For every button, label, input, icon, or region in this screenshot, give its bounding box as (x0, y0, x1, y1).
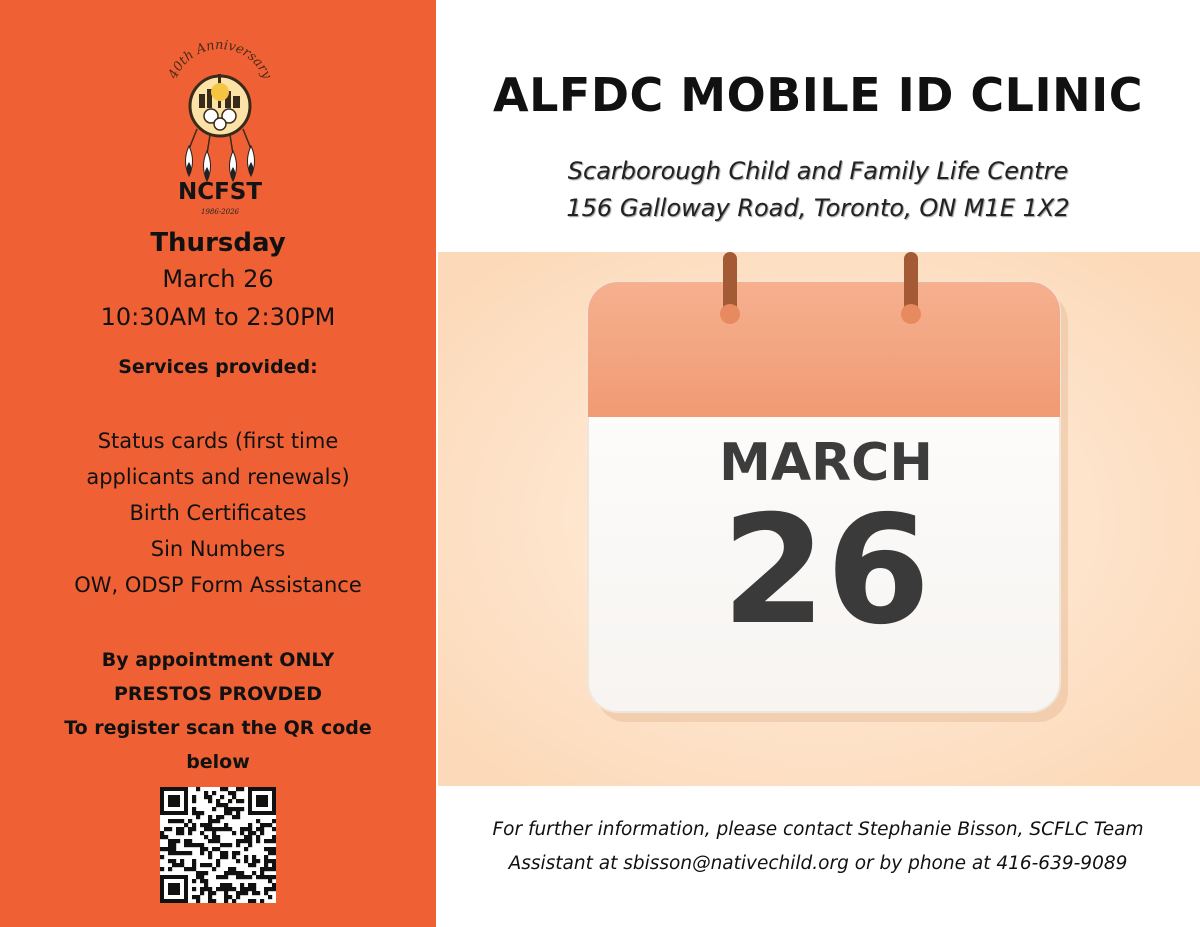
page-title: ALFDC MOBILE ID CLINIC (493, 68, 1143, 122)
service-item: OW, ODSP Form Assistance (74, 573, 362, 597)
calendar-illustration (438, 252, 1200, 786)
service-item: Status cards (first time (97, 429, 339, 453)
services-title: Services provided: (118, 356, 318, 378)
calendar-day: 26 (721, 484, 931, 658)
services-list (0, 423, 436, 603)
note-line: below (186, 751, 250, 773)
calendar-month: MARCH (719, 433, 933, 493)
note-line: To register scan the QR code (64, 717, 372, 739)
service-item: Sin Numbers (150, 537, 286, 561)
service-item: Birth Certificates (129, 501, 307, 525)
event-day: Thursday (150, 228, 286, 258)
note-line: By appointment ONLY (101, 649, 335, 671)
address-line-2: 156 Galloway Road, Toronto, ON M1E 1X2 (566, 194, 1070, 222)
registration-notes (0, 643, 436, 779)
ncfst-logo (155, 34, 285, 219)
note-line: PRESTOS PROVDED (113, 683, 323, 705)
logo-arc-text: 40th Anniversary (165, 37, 275, 82)
address-line-1: Scarborough Child and Family Life Centre (567, 157, 1069, 185)
registration-qr-code[interactable] (160, 787, 276, 903)
logo-years-text: 1986-2026 (201, 208, 239, 216)
left-panel (0, 0, 436, 927)
event-time: 10:30AM to 2:30PM (100, 303, 336, 331)
logo-org-text: NCFST (177, 179, 263, 205)
contact-line-1: For further information, please contact Stephanie Bisson, SCFLC Team (492, 819, 1144, 840)
event-date: March 26 (162, 265, 274, 293)
service-item: applicants and renewals) (86, 465, 350, 489)
contact-line-2: Assistant at sbisson@nativechild.org or by phone at 416-639-9089 (508, 853, 1128, 874)
